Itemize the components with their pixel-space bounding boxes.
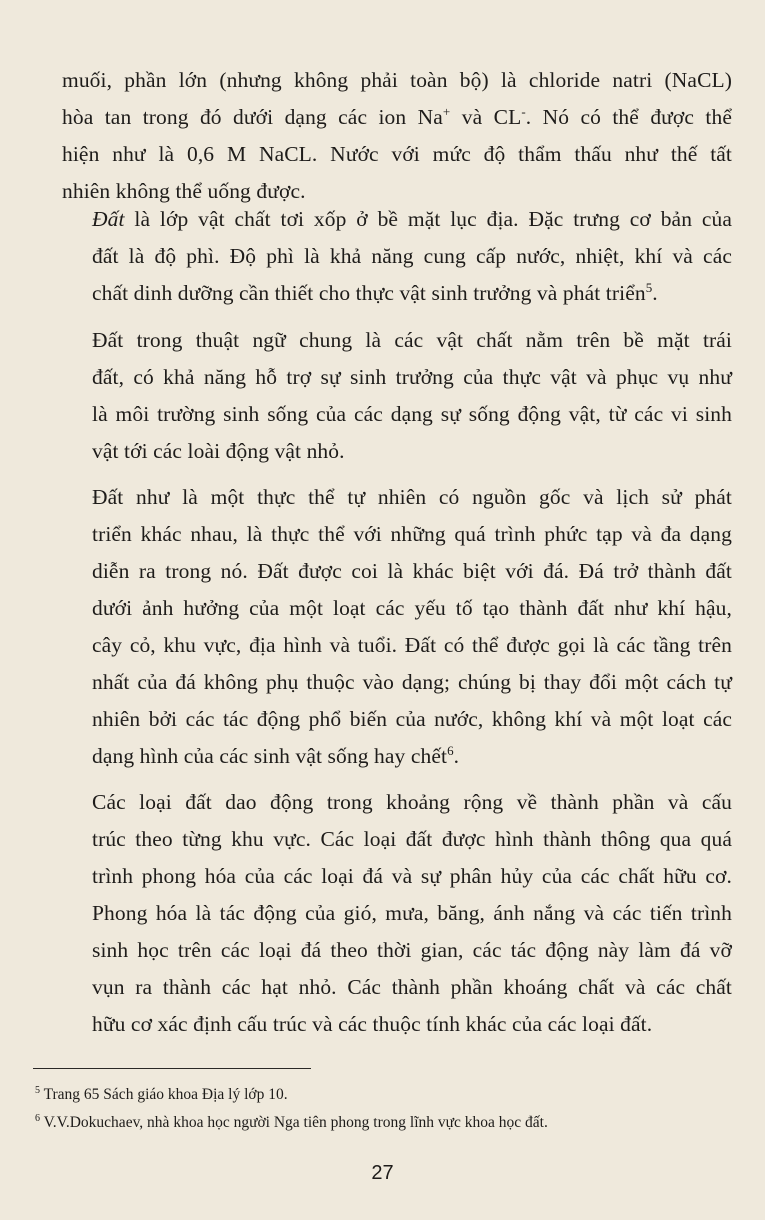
footnote-marker: 6: [35, 1113, 40, 1124]
text-run: Phong hóa là tác động của gió, mưa, băng, ánh nắng và các tiến trình: [92, 901, 732, 925]
superscript: 6: [447, 743, 454, 758]
text-line: [62, 627, 732, 664]
text-line: [62, 99, 732, 136]
text-line: [62, 738, 732, 775]
footnote-text: Trang 65 Sách giáo khoa Địa lý lớp 10.: [40, 1086, 288, 1103]
text-line: [62, 701, 732, 738]
text-run: triển khác nhau, là thực thể với những quá trình phức tạp và đa dạng: [92, 522, 732, 546]
text-run: đất là độ phì. Độ phì là khả năng cung cấp nước, nhiệt, khí và các: [92, 244, 732, 268]
paragraph-soil-natural-entity: [62, 479, 732, 775]
text-run: trình phong hóa của các loại đá và sự phân hủy của các chất hữu cơ.: [92, 864, 732, 888]
text-run: hiện như là 0,6 M NaCL. Nước với mức độ thẩm thấu như thế tất: [62, 142, 732, 166]
text-run: hòa tan trong đó dưới dạng các ion Na: [62, 105, 443, 129]
paragraph-soil-definition: [62, 201, 732, 312]
italic-term: Đất: [92, 207, 125, 231]
text-run: diễn ra trong nó. Đất được coi là khác biệt với đá. Đá trở thành đất: [92, 559, 732, 583]
text-run: trúc theo từng khu vực. Các loại đất được hình thành thông qua quá: [92, 827, 732, 851]
text-line: [62, 895, 732, 932]
text-line: [62, 62, 732, 99]
text-line: [62, 136, 732, 173]
text-run: và CL: [450, 105, 522, 129]
footnote-divider: [33, 1068, 311, 1069]
text-line: [62, 238, 732, 275]
text-run: hữu cơ xác định cấu trúc và các thuộc tính khác của các loại đất.: [92, 1012, 653, 1036]
text-run: nhiên không thể uống được.: [62, 179, 306, 203]
text-line: [62, 396, 732, 433]
text-line: [62, 590, 732, 627]
paragraph-soil-types: [62, 784, 732, 1043]
text-line: [62, 275, 732, 312]
text-line: [62, 664, 732, 701]
paragraph-seawater: [62, 62, 732, 210]
text-line: [62, 433, 732, 470]
text-run: đất, có khả năng hỗ trợ sự sinh trưởng của thực vật và phục vụ như: [92, 365, 732, 389]
text-run: dưới ảnh hưởng của một loạt các yếu tố tạo thành đất như khí hậu,: [92, 596, 732, 620]
footnote-text: V.V.Dokuchaev, nhà khoa học người Nga tiên phong trong lĩnh vực khoa học đất.: [40, 1114, 548, 1131]
paragraph-soil-general-term: [62, 322, 732, 470]
text-line: [62, 201, 732, 238]
footnote-marker: 5: [35, 1085, 40, 1096]
page-number: 27: [371, 1162, 394, 1184]
text-line: [62, 821, 732, 858]
text-run: cây cỏ, khu vực, địa hình và tuổi. Đất có thể được gọi là các tầng trên: [92, 633, 732, 657]
text-line: [62, 553, 732, 590]
text-line: [62, 1006, 732, 1043]
text-line: [62, 359, 732, 396]
text-run: Các loại đất dao động trong khoảng rộng về thành phần và cấu: [92, 790, 732, 814]
text-line: [62, 932, 732, 969]
superscript: -: [521, 104, 526, 119]
text-run: sinh học trên các loại đá theo thời gian, các tác động này làm đá vỡ: [92, 938, 732, 962]
text-run: . Nó có thể được thể: [525, 105, 732, 129]
text-run: là lớp vật chất tơi xốp ở bề mặt lục địa. Đặc trưng cơ bản của: [124, 207, 732, 231]
text-line: [62, 479, 732, 516]
text-run: muối, phần lớn (nhưng không phải toàn bộ) là chloride natri (NaCL): [62, 68, 732, 92]
text-run: nhiên bởi các tác động phổ biến của nước, không khí và một loạt các: [92, 707, 732, 731]
text-line: [62, 784, 732, 821]
text-line: [62, 516, 732, 553]
text-run: .: [453, 744, 460, 768]
text-run: vật tới các loài động vật nhỏ.: [92, 439, 345, 463]
text-run: vụn ra thành các hạt nhỏ. Các thành phần khoáng chất và các chất: [92, 975, 732, 999]
footnote-6: [35, 1113, 548, 1133]
text-run: chất dinh dưỡng cần thiết cho thực vật sinh trưởng và phát triển: [92, 281, 646, 305]
text-line: [62, 969, 732, 1006]
text-line: [62, 858, 732, 895]
text-run: dạng hình của các sinh vật sống hay chết: [92, 744, 448, 768]
superscript: 5: [645, 280, 653, 295]
text-run: .: [652, 281, 658, 305]
text-run: Đất trong thuật ngữ chung là các vật chất nằm trên bề mặt trái: [92, 328, 732, 352]
text-run: là môi trường sinh sống của các dạng sự sống động vật, từ các vi sinh: [92, 402, 732, 426]
text-run: Đất như là một thực thể tự nhiên có nguồn gốc và lịch sử phát: [92, 485, 732, 509]
footnote-5: [35, 1085, 288, 1105]
superscript: +: [442, 104, 451, 119]
text-run: nhất của đá không phụ thuộc vào dạng; chúng bị thay đổi một cách tự: [92, 670, 732, 694]
text-line: [62, 322, 732, 359]
